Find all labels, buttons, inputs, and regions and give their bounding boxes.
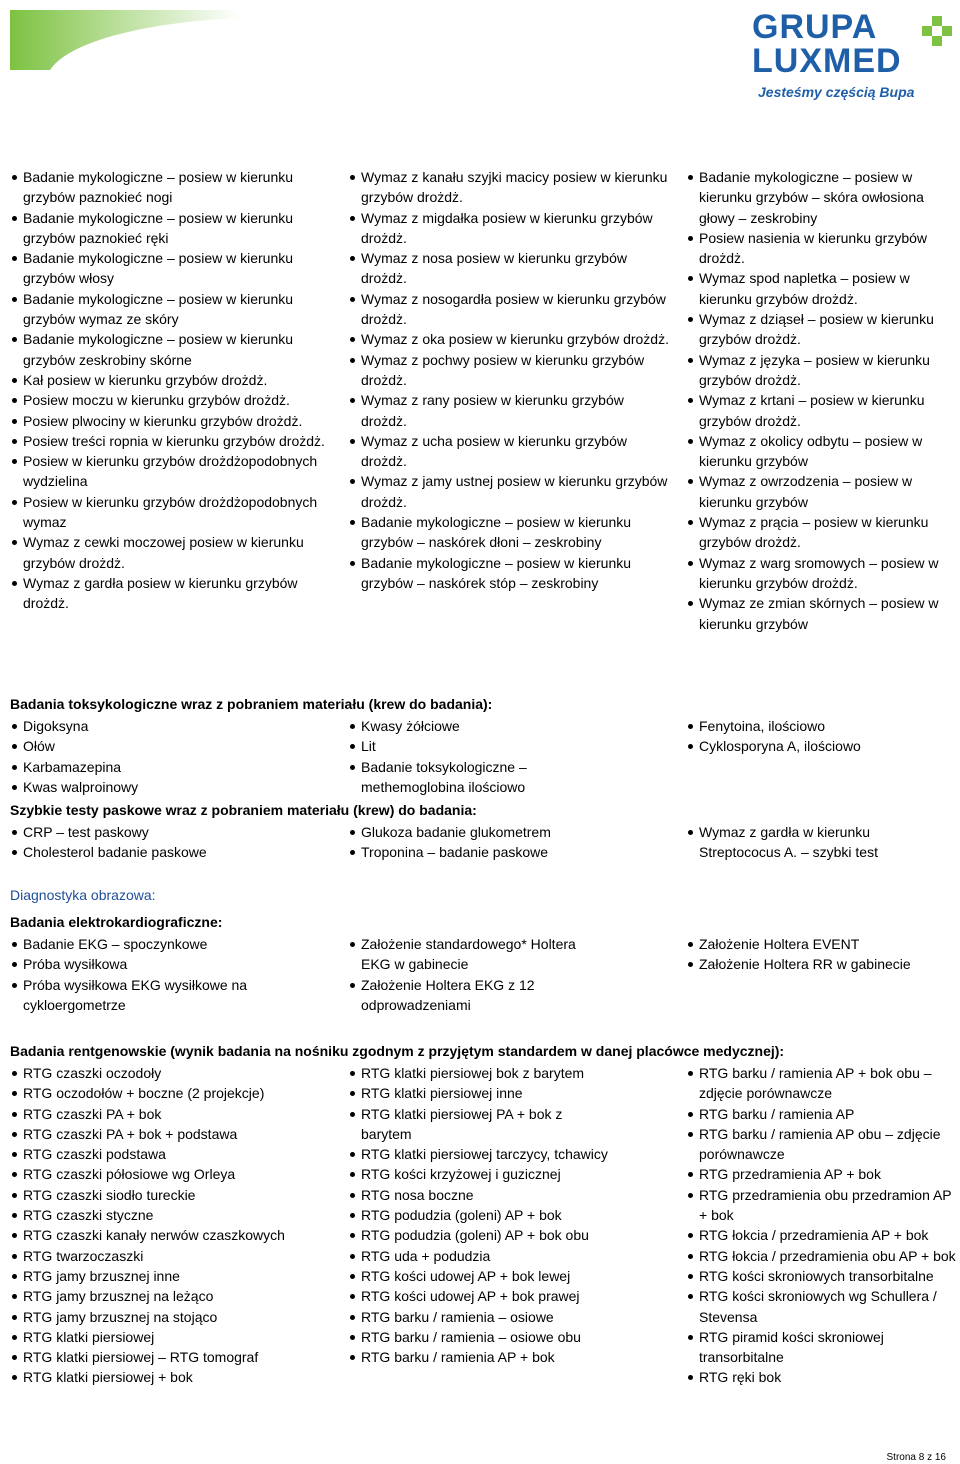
brand-tagline: Jesteśmy częścią Bupa: [758, 84, 915, 100]
toxicology-list-col2: [348, 716, 558, 797]
list-item: RTG kości krzyżowej i guzicznej: [348, 1164, 613, 1184]
list-item: RTG barku / ramienia AP + bok: [348, 1347, 613, 1367]
toxicology-heading: Badania toksykologiczne wraz z pobraniem materiału (krew do badania):: [10, 696, 493, 712]
list-item: Badanie mykologiczne – posiew w kierunku grzybów włosy: [10, 248, 330, 289]
list-item: RTG klatki piersiowej: [10, 1327, 310, 1347]
list-item: RTG kości skroniowych wg Schullera / Stevensa: [686, 1286, 958, 1327]
list-item: Posiew w kierunku grzybów drożdżopodobnych wydzielina: [10, 451, 330, 492]
list-item: RTG łokcia / przedramienia obu AP + bok: [686, 1246, 958, 1266]
list-item: RTG klatki piersiowej + bok: [10, 1367, 310, 1387]
list-item: Cyklosporyna A, ilościowo: [686, 736, 958, 756]
list-item: RTG uda + podudzia: [348, 1246, 613, 1266]
list-item: CRP – test paskowy: [10, 822, 330, 842]
list-item: RTG barku / ramienia AP obu – zdjęcie porównawcze: [686, 1124, 958, 1165]
ekg-list-col2: [348, 934, 608, 1015]
brand-name-line1: GRUPA: [752, 8, 878, 46]
list-item: RTG jamy brzusznej inne: [10, 1266, 310, 1286]
list-item: Wymaz z kanału szyjki macicy posiew w kierunku grzybów drożdż.: [348, 167, 670, 208]
list-item: Badanie mykologiczne – posiew w kierunku grzybów – naskórek stóp – zeskrobiny: [348, 553, 670, 594]
mycology-list-col1: [10, 167, 330, 614]
list-item: Próba wysiłkowa EKG wysiłkowe na cykloergometrze: [10, 975, 280, 1016]
brand-logo: [752, 8, 958, 106]
list-item: Wymaz z języka – posiew w kierunku grzybów drożdż.: [686, 350, 958, 391]
list-item: RTG jamy brzusznej na leżąco: [10, 1286, 310, 1306]
rapid-tests-heading: Szybkie testy paskowe wraz z pobraniem materiału (krew) do badania:: [10, 802, 477, 818]
list-item: Posiew moczu w kierunku grzybów drożdż.: [10, 390, 330, 410]
list-item: RTG czaszki podstawa: [10, 1144, 310, 1164]
list-item: Wymaz z rany posiew w kierunku grzybów drożdż.: [348, 390, 670, 431]
list-item: Wymaz z okolicy odbytu – posiew w kierunku grzybów: [686, 431, 958, 472]
list-item: Posiew treści ropnia w kierunku grzybów drożdż.: [10, 431, 330, 451]
xray-heading: Badania rentgenowskie (wynik badania na nośniku zgodnym z przyjętym standardem w danej placówce medycznej):: [10, 1043, 785, 1059]
rapid-tests-list-col2: [348, 822, 670, 863]
list-item: Wymaz z migdałka posiew w kierunku grzybów drożdż.: [348, 208, 670, 249]
list-item: Wymaz z gardła posiew w kierunku grzybów drożdż.: [10, 573, 330, 614]
list-item: RTG kości skroniowych transorbitalne: [686, 1266, 958, 1286]
rapid-tests-list-col3: [686, 822, 896, 863]
xray-list-col1: [10, 1063, 310, 1388]
list-item: RTG czaszki kanały nerwów czaszkowych: [10, 1225, 310, 1245]
list-item: RTG przedramienia obu przedramion AP + bok: [686, 1185, 958, 1226]
list-item: Wymaz z pochwy posiew w kierunku grzybów drożdż.: [348, 350, 670, 391]
imaging-heading: Diagnostyka obrazowa:: [10, 887, 156, 903]
list-item: RTG klatki piersiowej PA + bok z barytem: [348, 1104, 613, 1145]
mycology-list-col2: [348, 167, 670, 593]
list-item: Cholesterol badanie paskowe: [10, 842, 330, 862]
mycology-list-col3: [686, 167, 958, 634]
list-item: Wymaz z oka posiew w kierunku grzybów drożdż.: [348, 329, 670, 349]
list-item: Wymaz z jamy ustnej posiew w kierunku grzybów drożdż.: [348, 471, 670, 512]
toxicology-list-col1: [10, 716, 330, 797]
list-item: RTG podudzia (goleni) AP + bok obu: [348, 1225, 613, 1245]
list-item: Kwasy żółciowe: [348, 716, 558, 736]
list-item: RTG barku / ramienia – osiowe: [348, 1307, 613, 1327]
list-item: Próba wysiłkowa: [10, 954, 280, 974]
list-item: Lit: [348, 736, 558, 756]
list-item: RTG klatki piersiowej inne: [348, 1083, 613, 1103]
list-item: RTG ręki bok: [686, 1367, 958, 1387]
list-item: Wymaz z nosa posiew w kierunku grzybów drożdż.: [348, 248, 670, 289]
list-item: Kwas walproinowy: [10, 777, 330, 797]
list-item: RTG podudzia (goleni) AP + bok: [348, 1205, 613, 1225]
ekg-list-col3: [686, 934, 958, 975]
list-item: Założenie Holtera EVENT: [686, 934, 958, 954]
list-item: Troponina – badanie paskowe: [348, 842, 670, 862]
list-item: RTG czaszki siodło tureckie: [10, 1185, 310, 1205]
list-item: Badanie toksykologiczne – methemoglobina ilościowo: [348, 757, 558, 798]
list-item: Założenie Holtera EKG z 12 odprowadzeniami: [348, 975, 608, 1016]
list-item: RTG czaszki PA + bok + podstawa: [10, 1124, 310, 1144]
list-item: RTG klatki piersiowej – RTG tomograf: [10, 1347, 310, 1367]
list-item: Wymaz z owrzodzenia – posiew w kierunku grzybów: [686, 471, 958, 512]
list-item: RTG oczodołów + boczne (2 projekcje): [10, 1083, 310, 1103]
list-item: RTG barku / ramienia AP: [686, 1104, 958, 1124]
list-item: Wymaz z dziąseł – posiew w kierunku grzybów drożdż.: [686, 309, 958, 350]
brand-name-line2: LUXMED: [752, 42, 902, 80]
list-item: RTG klatki piersiowej tarczycy, tchawicy: [348, 1144, 613, 1164]
list-item: RTG twarzoczaszki: [10, 1246, 310, 1266]
list-item: RTG kości udowej AP + bok prawej: [348, 1286, 613, 1306]
list-item: Wymaz z cewki moczowej posiew w kierunku grzybów drożdż.: [10, 532, 330, 573]
list-item: Posiew w kierunku grzybów drożdżopodobnych wymaz: [10, 492, 330, 533]
list-item: RTG kości udowej AP + bok lewej: [348, 1266, 613, 1286]
list-item: Wymaz z ucha posiew w kierunku grzybów drożdż.: [348, 431, 670, 472]
list-item: RTG piramid kości skroniowej transorbitalne: [686, 1327, 958, 1368]
list-item: Karbamazepina: [10, 757, 330, 777]
list-item: Badanie mykologiczne – posiew w kierunku grzybów paznokieć nogi: [10, 167, 330, 208]
list-item: Założenie Holtera RR w gabinecie: [686, 954, 958, 974]
list-item: RTG nosa boczne: [348, 1185, 613, 1205]
brand-leaf-graphic: [10, 10, 240, 70]
list-item: Wymaz spod napletka – posiew w kierunku grzybów drożdż.: [686, 268, 958, 309]
list-item: RTG jamy brzusznej na stojąco: [10, 1307, 310, 1327]
rapid-tests-list-col1: [10, 822, 330, 863]
list-item: Fenytoina, ilościowo: [686, 716, 958, 736]
list-item: RTG czaszki półosiowe wg Orleya: [10, 1164, 310, 1184]
list-item: RTG czaszki oczodoły: [10, 1063, 310, 1083]
list-item: Badanie EKG – spoczynkowe: [10, 934, 280, 954]
list-item: Założenie standardowego* Holtera EKG w gabinecie: [348, 934, 608, 975]
ekg-heading: Badania elektrokardiograficzne:: [10, 914, 223, 930]
list-item: Wymaz z krtani – posiew w kierunku grzybów drożdż.: [686, 390, 958, 431]
list-item: RTG barku / ramienia – osiowe obu: [348, 1327, 613, 1347]
list-item: Wymaz z warg sromowych – posiew w kierunku grzybów drożdż.: [686, 553, 958, 594]
list-item: Badanie mykologiczne – posiew w kierunku grzybów paznokieć ręki: [10, 208, 330, 249]
list-item: RTG czaszki styczne: [10, 1205, 310, 1225]
list-item: Wymaz ze zmian skórnych – posiew w kierunku grzybów: [686, 593, 958, 634]
list-item: RTG czaszki PA + bok: [10, 1104, 310, 1124]
xray-list-col3: [686, 1063, 958, 1388]
toxicology-list-col3: [686, 716, 958, 757]
list-item: Wymaz z gardła w kierunku Streptococus A. – szybki test: [686, 822, 896, 863]
xray-list-col2: [348, 1063, 613, 1367]
list-item: Wymaz z prącia – posiew w kierunku grzybów drożdż.: [686, 512, 958, 553]
list-item: Digoksyna: [10, 716, 330, 736]
list-item: RTG klatki piersiowej bok z barytem: [348, 1063, 613, 1083]
list-item: Posiew plwociny w kierunku grzybów drożdż.: [10, 411, 330, 431]
list-item: Badanie mykologiczne – posiew w kierunku grzybów zeskrobiny skórne: [10, 329, 330, 370]
list-item: Badanie mykologiczne – posiew w kierunku grzybów – skóra owłosiona głowy – zeskrobiny: [686, 167, 958, 228]
list-item: RTG barku / ramienia AP + bok obu – zdjęcie porównawcze: [686, 1063, 958, 1104]
list-item: Glukoza badanie glukometrem: [348, 822, 670, 842]
list-item: RTG łokcia / przedramienia AP + bok: [686, 1225, 958, 1245]
list-item: Badanie mykologiczne – posiew w kierunku grzybów – naskórek dłoni – zeskrobiny: [348, 512, 670, 553]
brand-cross-icon: [920, 14, 954, 80]
page-number: Strona 8 z 16: [886, 1452, 946, 1463]
list-item: Ołów: [10, 736, 330, 756]
list-item: Posiew nasienia w kierunku grzybów drożdż.: [686, 228, 958, 269]
list-item: Wymaz z nosogardła posiew w kierunku grzybów drożdż.: [348, 289, 670, 330]
list-item: Kał posiew w kierunku grzybów drożdż.: [10, 370, 330, 390]
ekg-list-col1: [10, 934, 280, 1015]
list-item: Badanie mykologiczne – posiew w kierunku grzybów wymaz ze skóry: [10, 289, 330, 330]
list-item: RTG przedramienia AP + bok: [686, 1164, 958, 1184]
